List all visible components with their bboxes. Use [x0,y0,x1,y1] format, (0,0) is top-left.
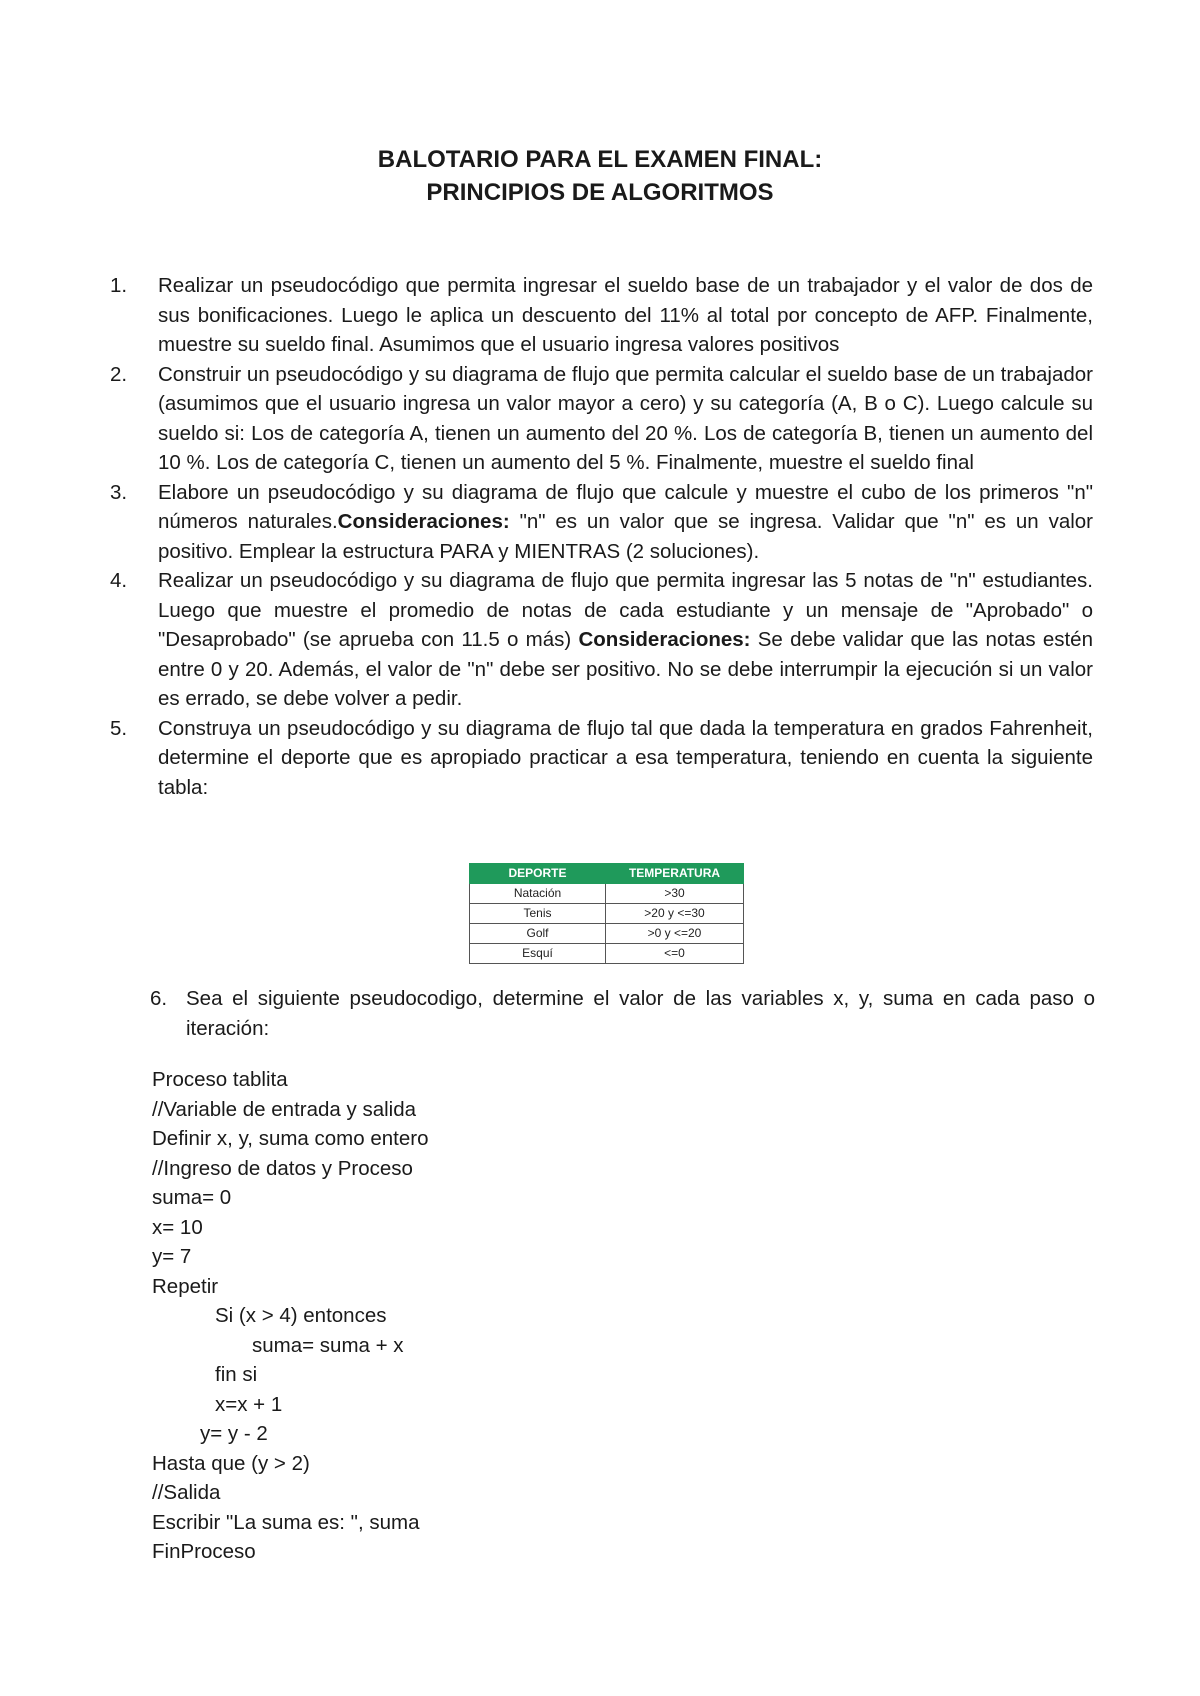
question-3 [110,478,1093,567]
question-number: 2. [110,362,128,386]
table-cell-sport: Natación [470,884,606,904]
pseudocode-block [152,1065,428,1567]
question-emphasis: Consideraciones: [337,510,510,533]
code-line: Si (x > 4) entonces [215,1304,387,1327]
code-line: x=x + 1 [215,1392,283,1416]
table-header-row [470,864,744,884]
title-line-1: BALOTARIO PARA EL EXAMEN FINAL: [377,146,823,173]
document-title [0,143,1200,209]
question-number: 3. [110,480,128,504]
code-line: Repetir [152,1274,219,1298]
table-cell-sport: Tenis [470,904,606,924]
table-cell-temperature: <=0 [606,944,744,964]
question-list [110,271,1093,802]
code-line: y= 7 [152,1245,192,1268]
code-line: suma= suma + x [252,1333,404,1357]
question-emphasis: Consideraciones: [578,628,751,651]
question-2 [110,360,1093,478]
question-4 [110,566,1093,714]
table-row [470,904,744,924]
table-row [470,884,744,904]
code-line: suma= 0 [152,1186,232,1209]
question-text: Sea el siguiente pseudocodigo, determine el valor de las variables x, y, suma en cada paso o iteración: [186,987,1095,1040]
table-cell-sport: Golf [470,924,606,944]
question-text: Se debe validar que las notas estén entre 0 y 20. Además, el valor de "n" debe ser positivo. No se debe interrumpir la ejecución si un valor es errado, se debe volver a pedir. [158,628,1093,710]
question-6 [150,984,1095,1043]
code-line: Hasta que (y > 2) [152,1451,310,1475]
table-cell-sport: Esquí [470,944,606,964]
question-number: 4. [110,569,128,592]
question-text: Realizar un pseudocódigo y su diagrama de flujo que permita ingresar las 5 notas de "n" estudiantes. Luego que muestre el promedio de notas de cada estudiante y un mensaje de "Aprobado" o "Desaprobado" (se aprueba con 11.5 o más) [158,569,1093,651]
question-text: Construir un pseudocódigo y su diagrama de flujo que permita calcular el sueldo base de un trabajador (asumimos que el usuario ingresa un valor mayor a cero) y su categoría (A, B o C). Luego calcule su sueldo si: Los de categoría A, tienen un aumento del 20 %. Los de categoría B, tienen un aumento del 10 %. Los de categoría C, tienen un aumento del 5 %. Finalmente, muestre el sueldo final [158,362,1093,474]
code-line: Escribir "La suma es: ", suma [152,1510,420,1534]
code-line: //Variable de entrada y salida [152,1097,417,1121]
code-line: //Ingreso de datos y Proceso [152,1156,413,1180]
question-number: 1. [110,274,128,297]
question-number: 5. [110,716,128,740]
question-text: Elabore un pseudocódigo y su diagrama de flujo que calcule y muestre el cubo de los primeros "n" números naturales. [158,480,1093,533]
question-number: 6. [150,987,168,1010]
table-cell-temperature: >20 y <=30 [606,904,744,924]
question-text: "n" es un valor que se ingresa. Validar que "n" es un valor positivo. Emplear la estructura PARA y MIENTRAS (2 soluciones). [158,510,1094,563]
code-line: y= y - 2 [200,1422,268,1445]
table-row [470,924,744,944]
code-line: Proceso tablita [152,1068,288,1091]
table-header-temperature: TEMPERATURA [606,864,744,884]
code-line: //Salida [152,1481,221,1504]
table-header-sport: DEPORTE [470,864,606,884]
question-1 [110,271,1093,360]
code-line: FinProceso [152,1540,256,1563]
table-row [470,944,744,964]
question-text: Realizar un pseudocódigo que permita ingresar el sueldo base de un trabajador y el valor de dos de sus bonificaciones. Luego le aplica un descuento del 11% al total por concepto de AFP. Finalmente, muestre su sueldo final. Asumimos que el usuario ingresa valores positivos [158,274,1093,356]
sports-temperature-table [469,863,744,964]
table-cell-temperature: >0 y <=20 [606,924,744,944]
table-cell-temperature: >30 [606,884,744,904]
question-text: Construya un pseudocódigo y su diagrama de flujo tal que dada la temperatura en grados Fahrenheit, determine el deporte que es apropiado practicar a esa temperatura, teniendo en cuenta la siguiente tabla: [158,716,1093,799]
code-line: x= 10 [152,1215,203,1239]
code-line: fin si [215,1363,258,1386]
code-line: Definir x, y, suma como entero [152,1127,429,1150]
title-line-2: PRINCIPIOS DE ALGORITMOS [426,179,774,206]
question-5 [110,714,1093,803]
